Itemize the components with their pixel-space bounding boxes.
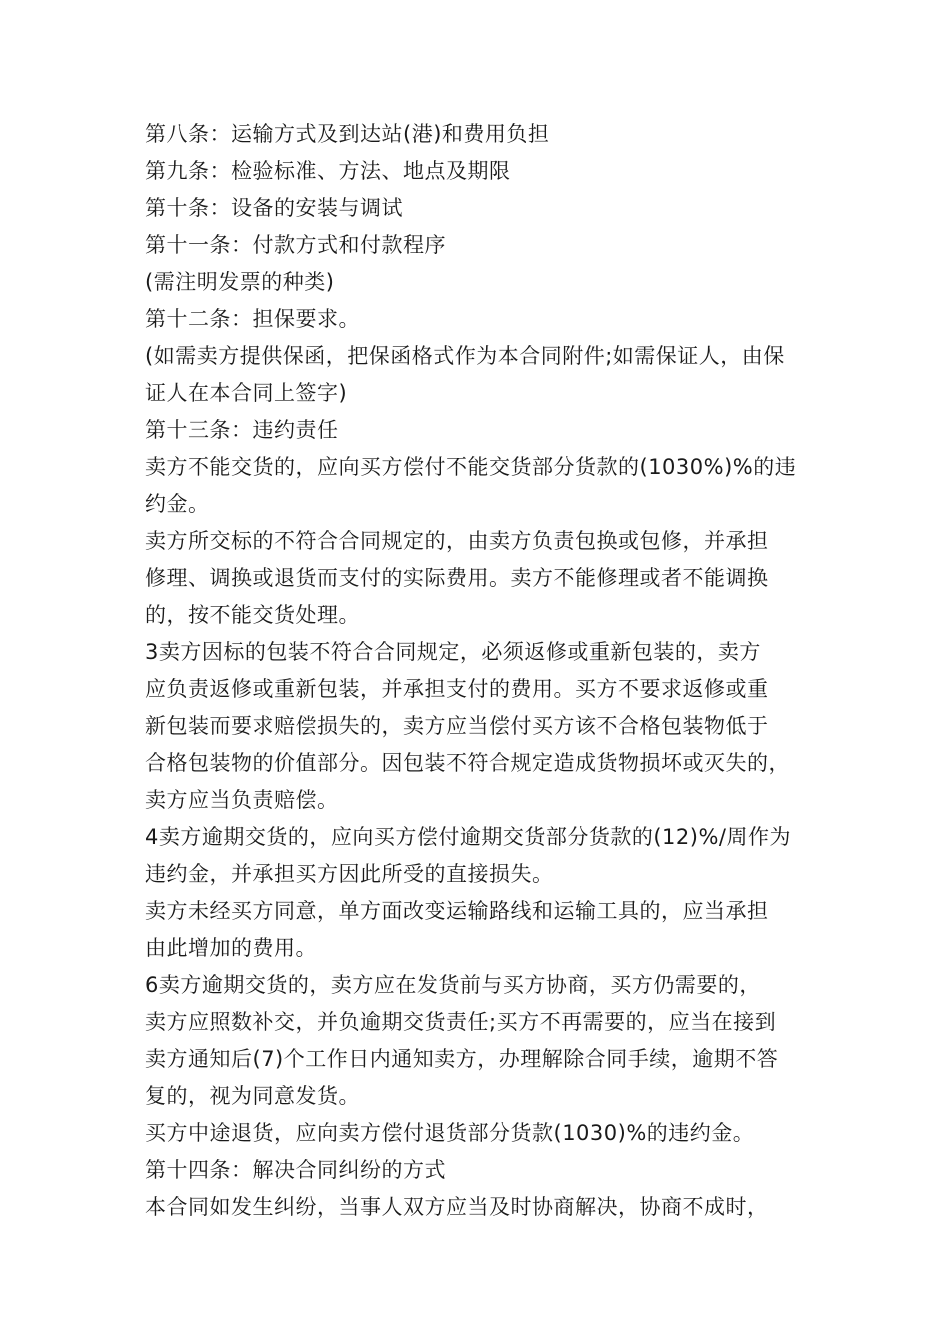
paragraph-line: 3卖方因标的包装不符合合同规定，必须返修或重新包装的，卖方 bbox=[145, 640, 761, 664]
paragraph-line: 的，按不能交货处理。 bbox=[145, 603, 360, 627]
paragraph-line: 卖方所交标的不符合合同规定的，由卖方负责包换或包修，并承担 bbox=[145, 529, 769, 553]
guarantee-note-line: (如需卖方提供保函，把保函格式作为本合同附件;如需保证人，由保 bbox=[145, 344, 785, 368]
paragraph-line: 合格包装物的价值部分。因包装不符合规定造成货物损坏或灭失的， bbox=[145, 751, 790, 775]
paragraph-line: 买方中途退货，应向卖方偿付退货部分货款(1030)%的违约金。 bbox=[145, 1121, 755, 1145]
paragraph-line: 由此增加的费用。 bbox=[145, 936, 317, 960]
paragraph-line: 卖方通知后(7)个工作日内通知卖方，办理解除合同手续，逾期不答 bbox=[145, 1047, 779, 1071]
paragraph-line: 卖方应照数补交，并负逾期交货责任;买方不再需要的，应当在接到 bbox=[145, 1010, 777, 1034]
article-12-heading: 第十二条：担保要求。 bbox=[145, 307, 360, 331]
paragraph-line: 复的，视为同意发货。 bbox=[145, 1084, 360, 1108]
paragraph-line: 6卖方逾期交货的，卖方应在发货前与买方协商，买方仍需要的， bbox=[145, 973, 761, 997]
paragraph-line: 本合同如发生纠纷，当事人双方应当及时协商解决，协商不成时， bbox=[145, 1195, 769, 1219]
paragraph-line: 约金。 bbox=[145, 492, 210, 516]
article-13-heading: 第十三条：违约责任 bbox=[145, 418, 339, 442]
article-8-heading: 第八条：运输方式及到达站(港)和费用负担 bbox=[145, 122, 550, 146]
invoice-note: (需注明发票的种类) bbox=[145, 270, 335, 294]
paragraph-line: 修理、调换或退货而支付的实际费用。卖方不能修理或者不能调换 bbox=[145, 566, 769, 590]
paragraph-line: 新包装而要求赔偿损失的，卖方应当偿付买方该不合格包装物低于 bbox=[145, 714, 769, 738]
guarantee-note-line: 证人在本合同上签字) bbox=[145, 381, 348, 405]
article-14-heading: 第十四条：解决合同纠纷的方式 bbox=[145, 1158, 446, 1182]
paragraph-line: 违约金，并承担买方因此所受的直接损失。 bbox=[145, 862, 554, 886]
paragraph-line: 4卖方逾期交货的，应向买方偿付逾期交货部分货款的(12)%/周作为 bbox=[145, 825, 791, 849]
document-body bbox=[145, 116, 825, 1226]
paragraph-line: 卖方未经买方同意，单方面改变运输路线和运输工具的，应当承担 bbox=[145, 899, 769, 923]
article-11-heading: 第十一条：付款方式和付款程序 bbox=[145, 233, 446, 257]
paragraph-line: 卖方应当负责赔偿。 bbox=[145, 788, 339, 812]
paragraph-line: 应负责返修或重新包装，并承担支付的费用。买方不要求返修或重 bbox=[145, 677, 769, 701]
article-10-heading: 第十条：设备的安装与调试 bbox=[145, 196, 403, 220]
article-9-heading: 第九条：检验标准、方法、地点及期限 bbox=[145, 159, 511, 183]
paragraph-line: 卖方不能交货的，应向买方偿付不能交货部分货款的(1030%)%的违 bbox=[145, 455, 797, 479]
